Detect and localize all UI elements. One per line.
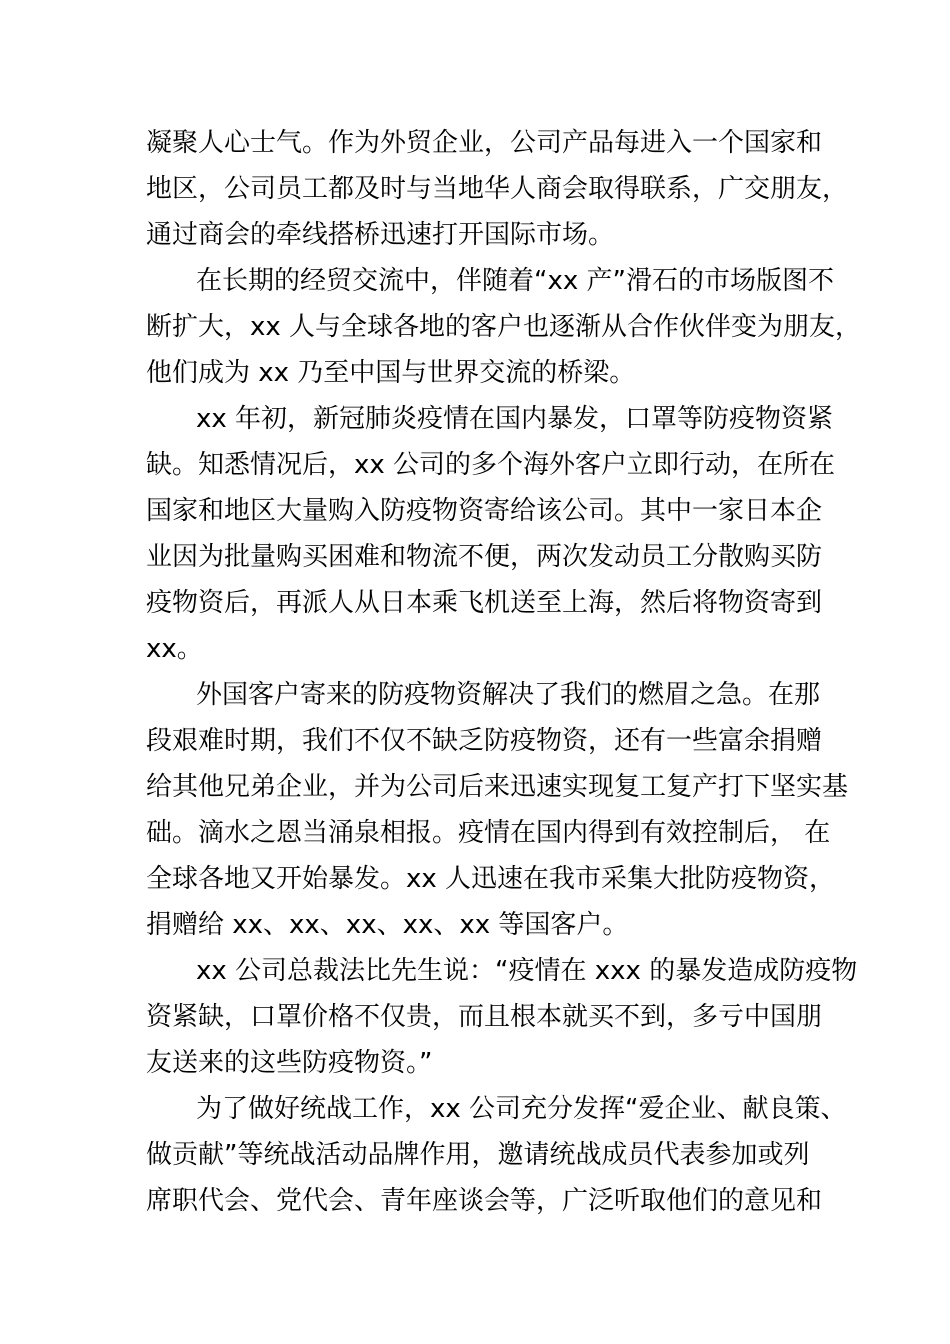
paragraph-4-line-6: 捐赠给 xx、xx、xx、xx、xx 等国客户。 bbox=[146, 910, 629, 940]
paragraph-5-line-1: xx 公司总裁法比先生说：“疫情在 xxx 的暴发造成防疫物 bbox=[196, 956, 858, 986]
paragraph-1-line-1: 凝聚人心士气。作为外贸企业，公司产品每进入一个国家和 bbox=[146, 128, 823, 158]
paragraph-3-line-3: 国家和地区大量购入防疫物资寄给该公司。其中一家日本企 bbox=[146, 496, 823, 526]
paragraph-5-line-3: 友送来的这些防疫物资。” bbox=[146, 1048, 433, 1078]
paragraph-2-line-1: 在长期的经贸交流中，伴随着“xx 产”滑石的市场版图不 bbox=[196, 266, 834, 296]
paragraph-3-line-1: xx 年初，新冠肺炎疫情在国内暴发，口罩等防疫物资紧 bbox=[196, 404, 834, 434]
paragraph-1-line-3: 通过商会的牵线搭桥迅速打开国际市场。 bbox=[146, 220, 615, 250]
paragraph-6-line-2: 做贡献”等统战活动品牌作用，邀请统战成员代表参加或列 bbox=[146, 1140, 810, 1170]
paragraph-3-line-5: 疫物资后，再派人从日本乘飞机送至上海，然后将物资寄到 bbox=[146, 588, 823, 618]
paragraph-2-line-2: 断扩大，xx 人与全球各地的客户也逐渐从合作伙伴变为朋友， bbox=[146, 312, 862, 342]
paragraph-6-line-1: 为了做好统战工作，xx 公司充分发挥“爱企业、献良策、 bbox=[196, 1094, 847, 1124]
paragraph-2-line-3: 他们成为 xx 乃至中国与世界交流的桥梁。 bbox=[146, 358, 636, 388]
paragraph-4-line-4: 础。滴水之恩当涌泉相报。疫情在国内得到有效控制后， 在 bbox=[146, 818, 831, 848]
paragraph-4-line-5: 全球各地又开始暴发。xx 人迅速在我市采集大批防疫物资， bbox=[146, 864, 836, 894]
paragraph-4-line-3: 给其他兄弟企业，并为公司后来迅速实现复工复产打下坚实基 bbox=[146, 772, 849, 802]
paragraph-4-line-1: 外国客户寄来的防疫物资解决了我们的燃眉之急。在那 bbox=[196, 680, 821, 710]
paragraph-6-line-3: 席职代会、党代会、青年座谈会等，广泛听取他们的意见和 bbox=[146, 1186, 823, 1216]
paragraph-3-line-4: 业因为批量购买困难和物流不便，两次发动员工分散购买防 bbox=[146, 542, 823, 572]
paragraph-5-line-2: 资紧缺，口罩价格不仅贵，而且根本就买不到，多亏中国朋 bbox=[146, 1002, 823, 1032]
paragraph-3-line-6: xx。 bbox=[146, 634, 203, 664]
paragraph-3-line-2: 缺。知悉情况后，xx 公司的多个海外客户立即行动，在所在 bbox=[146, 450, 836, 480]
paragraph-4-line-2: 段艰难时期，我们不仅不缺乏防疫物资，还有一些富余捐赠 bbox=[146, 726, 823, 756]
paragraph-1-line-2: 地区，公司员工都及时与当地华人商会取得联系，广交朋友， bbox=[146, 174, 849, 204]
